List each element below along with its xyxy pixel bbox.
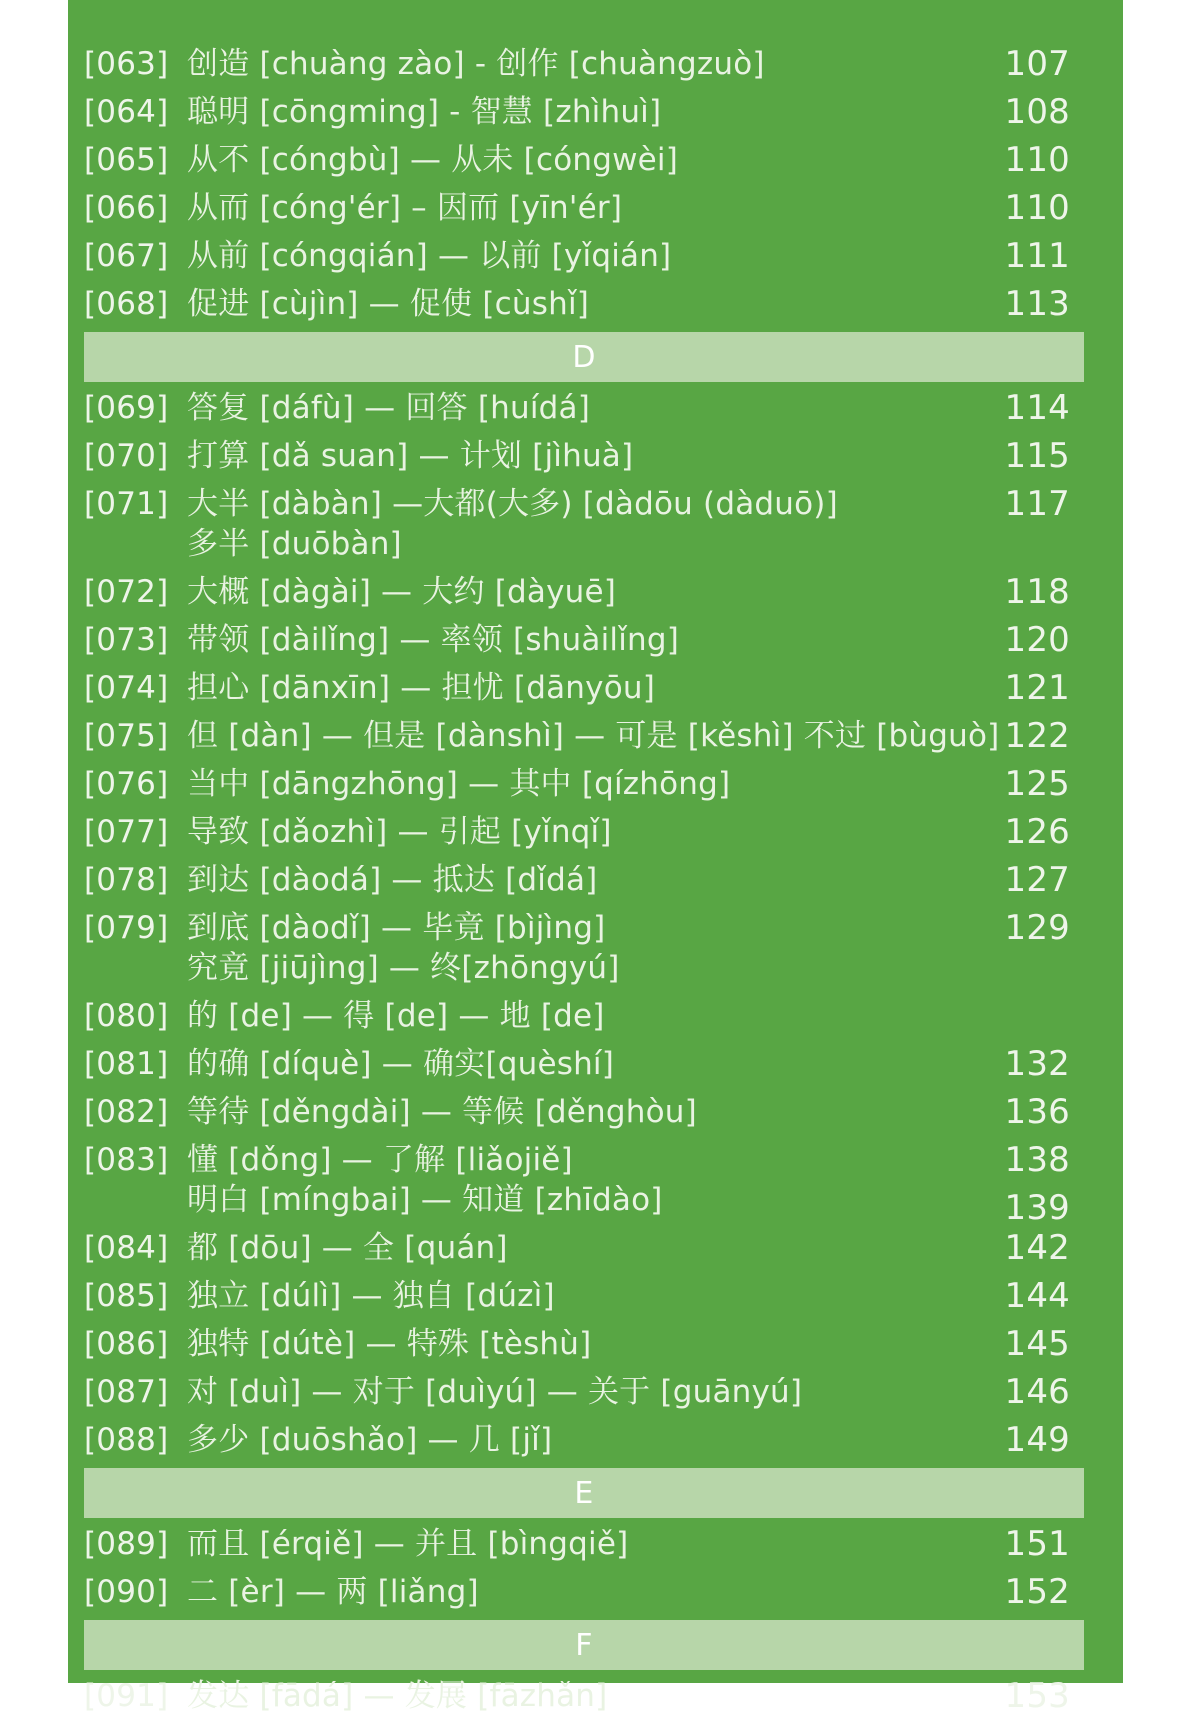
entry-page-number: 146: [1004, 1372, 1070, 1412]
entry-page-number: 144: [1004, 1276, 1070, 1316]
entry-terms: [187, 1420, 1084, 1460]
entry-page-number: 118: [1004, 572, 1070, 612]
index-entry[interactable]: [84, 1524, 1084, 1564]
entry-number: [087]: [84, 1374, 169, 1410]
index-entry[interactable]: [84, 1676, 1084, 1716]
entry-page-number: 152: [1004, 1572, 1070, 1612]
entry-number: [077]: [84, 814, 169, 850]
entry-term-line: 从而 [cóng'ér] – 因而 [yīn'ér]: [187, 190, 623, 226]
entry-number: [080]: [84, 998, 169, 1034]
index-entry[interactable]: [84, 388, 1084, 428]
entry-term-line: 从前 [cóngqián] — 以前 [yǐqián]: [187, 238, 672, 274]
entry-page-number: 117: [1004, 484, 1070, 524]
entry-term-line: 多半 [duōbàn]: [187, 526, 402, 562]
entry-terms: [187, 284, 1084, 324]
entry-term-line: 大半 [dàbàn] —大都(大多) [dàdōu (dàduō)]: [187, 486, 838, 522]
entry-term-line: 的 [de] — 得 [de] — 地 [de]: [187, 998, 605, 1034]
index-entry[interactable]: [84, 668, 1084, 708]
entry-number: [090]: [84, 1574, 169, 1610]
entry-term-line: 答复 [dáfù] — 回答 [huídá]: [187, 390, 591, 426]
entry-terms: [187, 1572, 1084, 1612]
entry-terms: [187, 764, 1084, 804]
index-entry[interactable]: [84, 812, 1084, 852]
entry-number: [074]: [84, 670, 169, 706]
entry-term-line: 发达 [fādá] — 发展 [fāzhǎn]: [187, 1678, 608, 1714]
entry-page-number: 121: [1004, 668, 1070, 708]
entry-terms: [187, 668, 1084, 708]
entry-terms: [187, 620, 1084, 660]
entry-terms: [187, 716, 1084, 756]
entry-page-number: 111: [1004, 236, 1070, 276]
entry-page-number: 142: [1004, 1228, 1070, 1268]
entry-page-number: 153: [1004, 1676, 1070, 1716]
entry-page-number: 127: [1004, 860, 1070, 900]
entry-number: [076]: [84, 766, 169, 802]
entry-terms: [187, 1276, 1084, 1316]
entry-number: [079]: [84, 910, 169, 946]
entry-terms: [187, 1228, 1084, 1268]
entry-term-line: 懂 [dǒng] — 了解 [liǎojiě]: [187, 1142, 573, 1178]
index-entry[interactable]: [84, 188, 1084, 228]
entry-page-number: 132: [1004, 1044, 1070, 1084]
entry-page-number: 151: [1004, 1524, 1070, 1564]
index-entry[interactable]: [84, 1228, 1084, 1268]
entry-terms: [187, 1044, 1084, 1084]
entry-page-number: 145: [1004, 1324, 1070, 1364]
entry-page-number: 149: [1004, 1420, 1070, 1460]
entry-term-line: 从不 [cóngbù] — 从未 [cóngwèi]: [187, 142, 679, 178]
entry-page-number: 138: [1004, 1140, 1070, 1180]
index-entry[interactable]: [84, 1276, 1084, 1316]
entry-term-line: 到底 [dàodǐ] — 毕竟 [bìjìng]: [187, 910, 606, 946]
entry-term-line: 当中 [dāngzhōng] — 其中 [qízhōng]: [187, 766, 731, 802]
entry-number: [064]: [84, 94, 169, 130]
entry-term-line: 二 [èr] — 两 [liǎng]: [187, 1574, 479, 1610]
index-entry[interactable]: [84, 572, 1084, 612]
index-entry[interactable]: [84, 44, 1084, 84]
index-entry[interactable]: [84, 620, 1084, 660]
entry-number: [078]: [84, 862, 169, 898]
entry-terms: [187, 1140, 1084, 1220]
entry-term-line: 多少 [duōshǎo] — 几 [jǐ]: [187, 1422, 553, 1458]
entry-page-number: 125: [1004, 764, 1070, 804]
section-header-d: D: [84, 332, 1084, 382]
index-entry[interactable]: [84, 1420, 1084, 1460]
entry-page-number: 122: [1004, 716, 1070, 756]
entry-page-number: 108: [1004, 92, 1070, 132]
section-header-f: F: [84, 1620, 1084, 1670]
entry-term-line: 担心 [dānxīn] — 担忧 [dānyōu]: [187, 670, 656, 706]
index-entry[interactable]: [84, 484, 1084, 564]
index-entry[interactable]: [84, 284, 1084, 324]
entry-page-number: 110: [1004, 188, 1070, 228]
entry-page-number: 114: [1004, 388, 1070, 428]
entry-number: [086]: [84, 1326, 169, 1362]
entry-terms: [187, 1524, 1084, 1564]
entry-number: [065]: [84, 142, 169, 178]
index-list: [84, 44, 1084, 1724]
entry-page-number: 120: [1004, 620, 1070, 660]
entry-terms: [187, 1676, 1084, 1716]
entry-terms: [187, 236, 1084, 276]
index-entry[interactable]: [84, 140, 1084, 180]
entry-number: [081]: [84, 1046, 169, 1082]
entry-term-line: 创造 [chuàng zào] - 创作 [chuàngzuò]: [187, 46, 765, 82]
entry-term-line: 究竟 [jiūjìng] — 终[zhōngyú]: [187, 950, 620, 986]
index-entry[interactable]: [84, 1572, 1084, 1612]
entry-terms: [187, 1372, 1084, 1412]
index-entry[interactable]: [84, 908, 1084, 988]
index-entry[interactable]: [84, 1044, 1084, 1084]
entry-page-number: 136: [1004, 1092, 1070, 1132]
entry-term-line: 等待 [děngdài] — 等候 [děnghòu]: [187, 1094, 697, 1130]
entry-number: [069]: [84, 390, 169, 426]
entry-term-line: 打算 [dǎ suan] — 计划 [jìhuà]: [187, 438, 634, 474]
entry-terms: [187, 140, 1084, 180]
entry-term-line: 明白 [míngbai] — 知道 [zhīdào]: [187, 1182, 663, 1218]
entry-terms: [187, 188, 1084, 228]
entry-term-line: 对 [duì] — 对于 [duìyú] — 关于 [guānyú]: [187, 1374, 803, 1410]
index-entry[interactable]: [84, 1372, 1084, 1412]
entry-page-number: 110: [1004, 140, 1070, 180]
section-header-e: E: [84, 1468, 1084, 1518]
index-page: [68, 0, 1123, 1716]
entry-terms: [187, 996, 1084, 1036]
index-entry[interactable]: [84, 1140, 1084, 1228]
entry-page-number: 129: [1004, 908, 1070, 948]
entry-number: [068]: [84, 286, 169, 322]
index-entry[interactable]: [84, 92, 1084, 132]
index-entry[interactable]: [84, 236, 1084, 276]
entry-number: [075]: [84, 718, 169, 754]
entry-number: [082]: [84, 1094, 169, 1130]
entry-term-line: 独特 [dútè] — 特殊 [tèshù]: [187, 1326, 592, 1362]
entry-page-number: 126: [1004, 812, 1070, 852]
entry-term-line: 独立 [dúlì] — 独自 [dúzì]: [187, 1278, 555, 1314]
index-entry[interactable]: [84, 996, 1084, 1036]
entry-term-line: 到达 [dàodá] — 抵达 [dǐdá]: [187, 862, 598, 898]
entry-term-line: 导致 [dǎozhì] — 引起 [yǐnqǐ]: [187, 814, 612, 850]
entry-term-line: 而且 [érqiě] — 并且 [bìngqiě]: [187, 1526, 629, 1562]
entry-terms: [187, 1092, 1084, 1132]
entry-number: [085]: [84, 1278, 169, 1314]
entry-number: [073]: [84, 622, 169, 658]
entry-term-line: 但 [dàn] — 但是 [dànshì] — 可是 [kěshì] 不过 [bùguò]: [187, 718, 1000, 754]
entry-page-number: 115: [1004, 436, 1070, 476]
entry-page-number: 113: [1004, 284, 1070, 324]
entry-term-line: 聪明 [cōngming] - 智慧 [zhìhuì]: [187, 94, 662, 130]
index-entry[interactable]: [84, 860, 1084, 900]
entry-number: [066]: [84, 190, 169, 226]
entry-term-line: 带领 [dàilǐng] — 率领 [shuàilǐng]: [187, 622, 680, 658]
index-entry[interactable]: [84, 436, 1084, 476]
entry-page-number: 107: [1004, 44, 1070, 84]
entry-terms: [187, 484, 1084, 564]
entry-number: [083]: [84, 1142, 169, 1178]
entry-term-line: 的确 [díquè] — 确实[quèshí]: [187, 1046, 615, 1082]
entry-terms: [187, 44, 1084, 84]
entry-terms: [187, 436, 1084, 476]
entry-number: [071]: [84, 486, 169, 522]
entry-term-line: 都 [dōu] — 全 [quán]: [187, 1230, 508, 1266]
entry-terms: [187, 92, 1084, 132]
entry-number: [070]: [84, 438, 169, 474]
entry-number: [084]: [84, 1230, 169, 1266]
entry-number: [089]: [84, 1526, 169, 1562]
entry-term-line: 促进 [cùjìn] — 促使 [cùshǐ]: [187, 286, 590, 322]
entry-number: [088]: [84, 1422, 169, 1458]
entry-term-line: 大概 [dàgài] — 大约 [dàyuē]: [187, 574, 617, 610]
index-entry[interactable]: [84, 716, 1084, 756]
entry-number: [072]: [84, 574, 169, 610]
entry-terms: [187, 908, 1084, 988]
index-entry[interactable]: [84, 1324, 1084, 1364]
index-entry[interactable]: [84, 764, 1084, 804]
entry-terms: [187, 860, 1084, 900]
entry-number: [067]: [84, 238, 169, 274]
entry-terms: [187, 1324, 1084, 1364]
entry-page-number: 139: [1004, 1188, 1070, 1228]
entry-terms: [187, 388, 1084, 428]
entry-terms: [187, 812, 1084, 852]
entry-number: [063]: [84, 46, 169, 82]
entry-terms: [187, 572, 1084, 612]
entry-number: [091]: [84, 1678, 169, 1714]
index-entry[interactable]: [84, 1092, 1084, 1132]
